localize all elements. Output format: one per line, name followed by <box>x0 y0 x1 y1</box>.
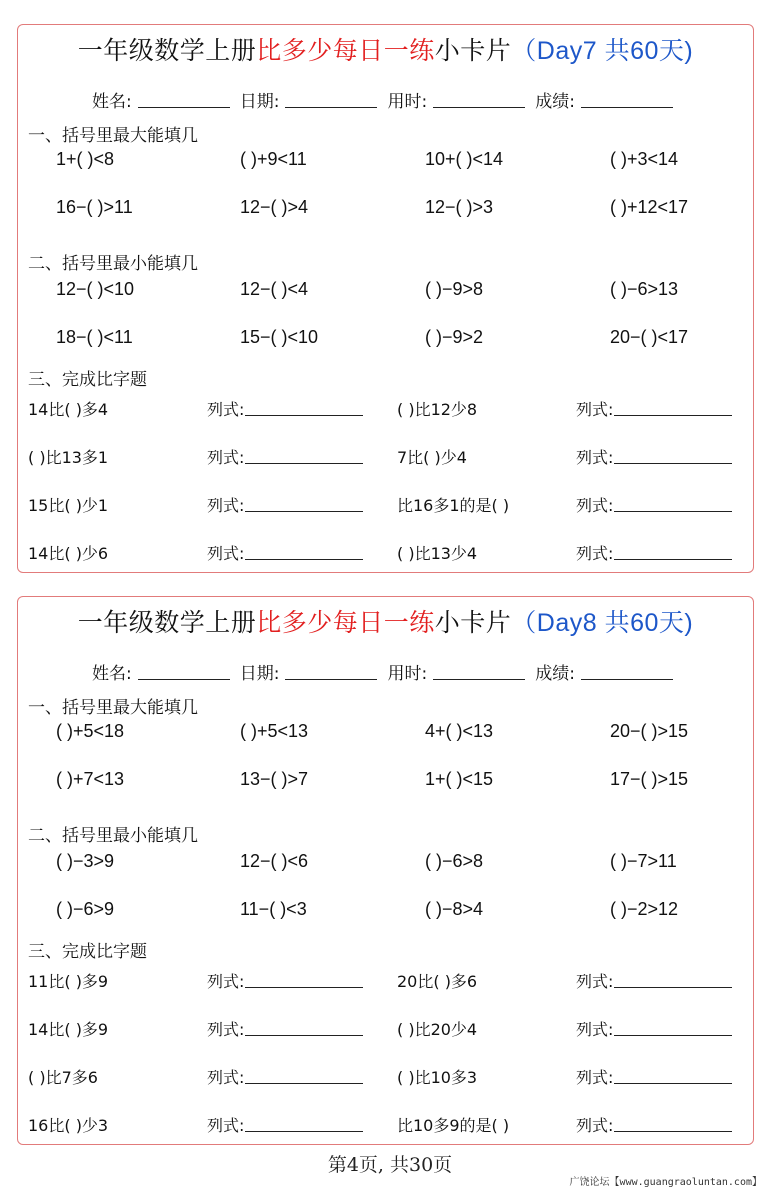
info-label-date: 日期: <box>239 92 280 112</box>
title-day: （Day7 共60天) <box>511 37 694 65</box>
formula-label: 列式: <box>576 1020 614 1039</box>
formula-label: 列式: <box>207 448 245 467</box>
word-problem: 14比( )少6 <box>28 544 109 563</box>
word-problem: ( )比13多1 <box>28 448 109 467</box>
title-suffix: 小卡片 <box>434 36 512 65</box>
word-problem: ( )比13少4 <box>397 544 478 563</box>
formula-field <box>207 1017 363 1040</box>
word-problem-row <box>18 1113 753 1137</box>
formula-field <box>576 969 732 992</box>
equation-item: 12−( )>4 <box>240 197 309 217</box>
equation-item: ( )−8>4 <box>425 899 484 919</box>
word-problem-row <box>18 969 753 993</box>
info-line <box>92 659 683 684</box>
word-problem: 比10多9的是( ) <box>397 1116 510 1135</box>
title-prefix: 一年级数学上册 <box>77 608 257 637</box>
equation-item: ( )−7>11 <box>610 851 677 871</box>
formula-field <box>576 1113 732 1136</box>
formula-blank[interactable] <box>614 447 732 464</box>
equation-item: ( )−6>9 <box>56 899 115 919</box>
info-label-score: 成绩: <box>535 92 575 112</box>
formula-blank[interactable] <box>245 1019 363 1036</box>
word-problem-row <box>18 397 753 421</box>
equation-item: ( )−2>12 <box>610 899 679 919</box>
word-problem: 20比( )多6 <box>397 972 478 991</box>
title-highlight: 比多少每日一练 <box>256 608 435 637</box>
section-3-heading: 三、完成比字题 <box>28 370 147 390</box>
formula-label: 列式: <box>576 496 614 515</box>
equation-row <box>18 149 753 173</box>
word-problem-row <box>18 1017 753 1041</box>
formula-label: 列式: <box>576 400 614 419</box>
info-blank-name[interactable] <box>138 91 230 108</box>
equation-item: 11−( )<3 <box>240 899 307 919</box>
formula-field <box>576 1017 732 1040</box>
formula-blank[interactable] <box>614 1019 732 1036</box>
formula-label: 列式: <box>576 1116 614 1135</box>
word-problem: ( )比20少4 <box>397 1020 478 1039</box>
info-blank-time[interactable] <box>433 663 525 680</box>
formula-blank[interactable] <box>614 495 732 512</box>
word-problem: ( )比12少8 <box>397 400 478 419</box>
formula-field <box>207 969 363 992</box>
word-problem-row <box>18 445 753 469</box>
equation-row <box>18 197 753 221</box>
word-problem: 14比( )多9 <box>28 1020 109 1039</box>
equation-item: 12−( )<10 <box>56 279 135 299</box>
formula-label: 列式: <box>207 1068 245 1087</box>
section-3-heading: 三、完成比字题 <box>28 942 147 962</box>
equation-item: ( )−9>2 <box>425 327 484 347</box>
formula-blank[interactable] <box>614 1067 732 1084</box>
formula-blank[interactable] <box>245 543 363 560</box>
section-2-heading: 二、括号里最小能填几 <box>28 254 198 274</box>
equation-row <box>18 851 753 875</box>
formula-blank[interactable] <box>245 399 363 416</box>
formula-field <box>207 1065 363 1088</box>
equation-item: 18−( )<11 <box>56 327 133 347</box>
equation-item: 17−( )>15 <box>610 769 689 789</box>
practice-card <box>17 24 754 573</box>
watermark: 广饶论坛【www.guangraoluntan.com】 <box>569 1177 762 1188</box>
info-label-score: 成绩: <box>535 664 575 684</box>
word-problem-row <box>18 1065 753 1089</box>
equation-item: ( )−9>8 <box>425 279 484 299</box>
equation-item: ( )+5<13 <box>240 721 309 741</box>
formula-field <box>207 541 363 564</box>
title-prefix: 一年级数学上册 <box>77 36 257 65</box>
info-line <box>92 87 683 112</box>
equation-item: 12−( )<4 <box>240 279 309 299</box>
formula-label: 列式: <box>576 1068 614 1087</box>
word-problem: 16比( )少3 <box>28 1116 109 1135</box>
info-blank-time[interactable] <box>433 91 525 108</box>
equation-row <box>18 279 753 303</box>
formula-blank[interactable] <box>245 447 363 464</box>
formula-field <box>576 397 732 420</box>
equation-item: 4+( )<13 <box>425 721 494 741</box>
word-problem: 14比( )多4 <box>28 400 109 419</box>
equation-item: 10+( )<14 <box>425 149 504 169</box>
equation-item: ( )+5<18 <box>56 721 125 741</box>
word-problem: 15比( )少1 <box>28 496 109 515</box>
formula-field <box>576 1065 732 1088</box>
formula-blank[interactable] <box>245 495 363 512</box>
equation-item: 16−( )>11 <box>56 197 133 217</box>
title-highlight: 比多少每日一练 <box>256 36 435 65</box>
formula-field <box>576 541 732 564</box>
info-blank-name[interactable] <box>138 663 230 680</box>
formula-field <box>576 493 732 516</box>
info-blank-date[interactable] <box>285 91 377 108</box>
formula-label: 列式: <box>207 1116 245 1135</box>
equation-item: ( )−3>9 <box>56 851 115 871</box>
info-label-name: 姓名: <box>92 92 132 112</box>
equation-item: 12−( )>3 <box>425 197 494 217</box>
formula-label: 列式: <box>576 544 614 563</box>
formula-field <box>207 1113 363 1136</box>
formula-field <box>576 445 732 468</box>
section-1-heading: 一、括号里最大能填几 <box>28 698 198 718</box>
formula-label: 列式: <box>207 544 245 563</box>
formula-blank[interactable] <box>614 971 732 988</box>
formula-label: 列式: <box>576 448 614 467</box>
equation-item: ( )+9<11 <box>240 149 307 169</box>
equation-item: 15−( )<10 <box>240 327 319 347</box>
formula-label: 列式: <box>207 1020 245 1039</box>
section-2-heading: 二、括号里最小能填几 <box>28 826 198 846</box>
equation-row <box>18 899 753 923</box>
formula-blank[interactable] <box>614 1115 732 1132</box>
card-title <box>18 31 753 67</box>
formula-blank[interactable] <box>614 543 732 560</box>
equation-item: 1+( )<8 <box>56 149 115 169</box>
info-label-time: 用时: <box>387 92 428 112</box>
equation-item: 13−( )>7 <box>240 769 309 789</box>
info-label-time: 用时: <box>387 664 428 684</box>
word-problem: 比16多1的是( ) <box>397 496 510 515</box>
formula-label: 列式: <box>207 400 245 419</box>
formula-field <box>207 493 363 516</box>
formula-field <box>207 397 363 420</box>
equation-item: 20−( )<17 <box>610 327 689 347</box>
formula-blank[interactable] <box>245 1067 363 1084</box>
formula-blank[interactable] <box>614 399 732 416</box>
equation-item: ( )−6>8 <box>425 851 484 871</box>
equation-row <box>18 327 753 351</box>
word-problem: 11比( )多9 <box>28 972 109 991</box>
info-label-name: 姓名: <box>92 664 132 684</box>
equation-item: ( )+7<13 <box>56 769 125 789</box>
word-problem: 7比( )少4 <box>397 448 467 467</box>
formula-label: 列式: <box>207 496 245 515</box>
equation-row <box>18 721 753 745</box>
word-problem-row <box>18 541 753 565</box>
formula-blank[interactable] <box>245 1115 363 1132</box>
practice-card <box>17 596 754 1145</box>
info-blank-date[interactable] <box>285 663 377 680</box>
formula-blank[interactable] <box>245 971 363 988</box>
page-footer: 第4页, 共30页 <box>327 1154 453 1176</box>
info-blank-score[interactable] <box>581 91 673 108</box>
equation-row <box>18 769 753 793</box>
formula-label: 列式: <box>207 972 245 991</box>
equation-item: ( )−6>13 <box>610 279 679 299</box>
title-day: （Day8 共60天) <box>511 609 694 637</box>
equation-item: 1+( )<15 <box>425 769 494 789</box>
word-problem: ( )比7多6 <box>28 1068 98 1087</box>
title-suffix: 小卡片 <box>434 608 512 637</box>
formula-field <box>207 445 363 468</box>
equation-item: ( )+3<14 <box>610 149 679 169</box>
formula-label: 列式: <box>576 972 614 991</box>
card-title <box>18 603 753 639</box>
equation-item: ( )+12<17 <box>610 197 689 217</box>
equation-item: 12−( )<6 <box>240 851 309 871</box>
info-blank-score[interactable] <box>581 663 673 680</box>
equation-item: 20−( )>15 <box>610 721 689 741</box>
word-problem-row <box>18 493 753 517</box>
section-1-heading: 一、括号里最大能填几 <box>28 126 198 146</box>
word-problem: ( )比10多3 <box>397 1068 478 1087</box>
info-label-date: 日期: <box>239 664 280 684</box>
